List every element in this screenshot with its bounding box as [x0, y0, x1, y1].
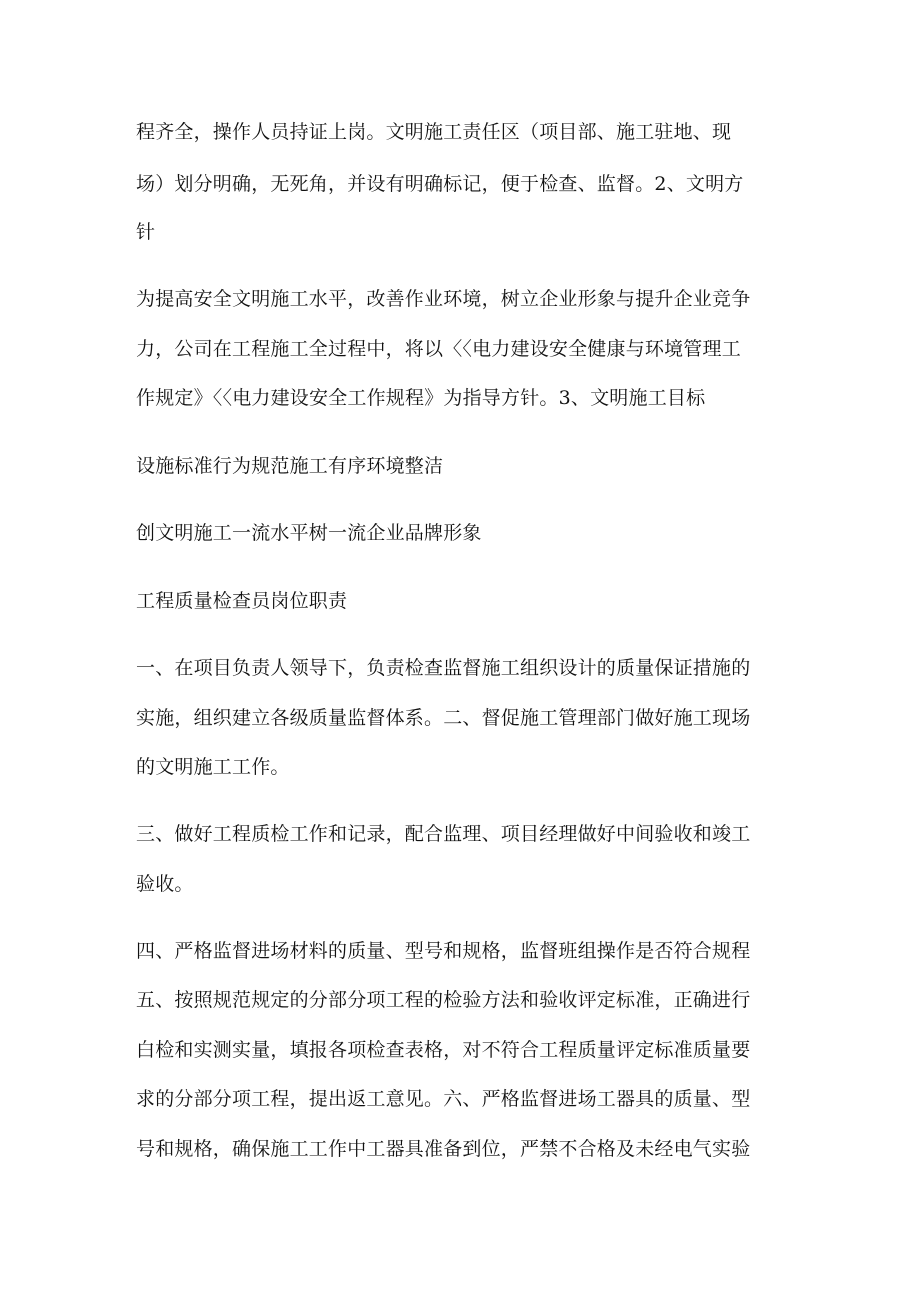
text-line: 创文明施工一流水平树一流企业品牌形象 [136, 522, 482, 544]
text-line: 为提高安全文明施工水平，改善作业环境，树立企业形象与提升企业竞争 [136, 288, 751, 310]
text-line: 五、按照规范规定的分部分项工程的检验方法和验收评定标准，正确进行 [136, 989, 751, 1011]
text-line: 号和规格，确保施工工作中工器具准备到位，严禁不合格及未经电气实验 [136, 1138, 751, 1160]
text-line: 设施标准行为规范施工有序环境整洁 [136, 455, 444, 477]
text-line: 程齐全，操作人员持证上岗。文明施工责任区（项目部、施工驻地、现 [136, 121, 732, 143]
text-line: 实施，组织建立各级质量监督体系。二、督促施工管理部门做好施工现场 [136, 707, 751, 729]
text-line: 四、严格监督进场材料的质量、型号和规格，监督班组操作是否符合规程 [136, 940, 751, 962]
text-line: 力，公司在工程施工全过程中，将以〈〈电力建设安全健康与环境管理工 [136, 338, 741, 360]
text-line: 一、在项目负责人领导下，负责检查监督施工组织设计的质量保证措施的 [136, 657, 751, 679]
text-line: 三、做好工程质检工作和记录，配合监理、项目经理做好中间验收和竣工 [136, 823, 751, 845]
text-line: 的文明施工工作。 [136, 756, 290, 778]
text-line: 场）划分明确，无死角，并设有明确标记，便于检查、监督。2、文明方 [136, 173, 744, 195]
text-line: 作规定》〈〈电力建设安全工作规程》为指导方针。3、文明施工目标 [136, 387, 706, 409]
text-line: 白检和实测实量，填报各项检查表格，对不符合工程质量评定标准质量要 [136, 1039, 751, 1061]
text-line: 求的分部分项工程，提出返工意见。六、严格监督进场工器具的质量、型 [136, 1088, 751, 1110]
text-line: 针 [136, 221, 156, 243]
section-heading: 工程质量检查员岗位职责 [136, 590, 348, 612]
text-line: 验收。 [136, 873, 194, 895]
